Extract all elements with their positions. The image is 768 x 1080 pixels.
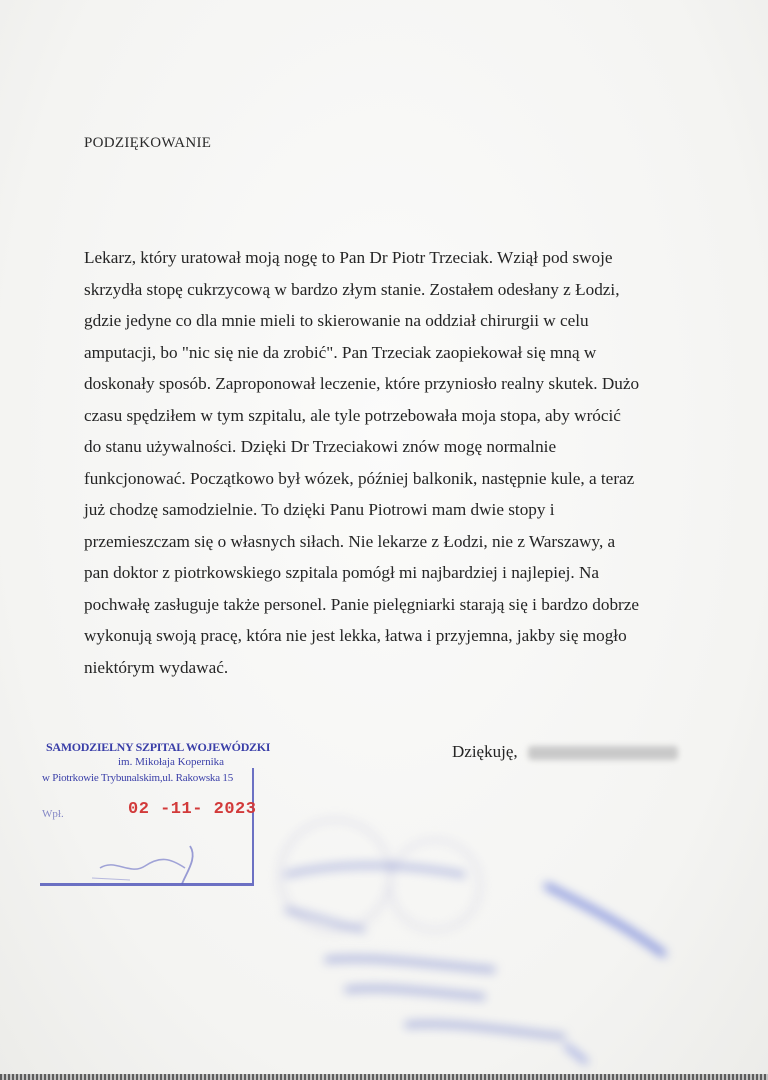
- stamp-signature-scribble: [90, 838, 210, 888]
- redacted-name: [528, 746, 678, 760]
- blurred-handwritten-annotation: [265, 815, 685, 1065]
- body-line: niektórym wydawać.: [84, 657, 229, 677]
- stamp-received-label: Wpł.: [42, 808, 64, 820]
- stamp-patron: im. Mikołaja Kopernika: [118, 756, 225, 768]
- body-line: Lekarz, który uratował moją nogę to Pan Dr Piotr Trzeciak. Wziął pod swoje: [84, 248, 613, 267]
- body-line: pan doktor z piotrkowskiego szpitala pomógł mi najbardziej i najlepiej. Na: [84, 563, 600, 582]
- body-line: funkcjonować. Początkowo był wózek, później balkonik, następnie kule, a teraz: [84, 468, 635, 488]
- body-line: skrzydła stopę cukrzycową w bardzo złym stanie. Zostałem odesłany z Łodzi,: [84, 279, 620, 299]
- closing-signature: [452, 742, 678, 762]
- body-line: do stanu używalności. Dzięki Dr Trzeciakowi znów mogę normalnie: [84, 437, 557, 456]
- body-line: przemieszczam się o własnych siłach. Nie lekarze z Łodzi, nie z Warszawy, a: [84, 531, 616, 551]
- closing-text: Dziękuję,: [452, 742, 518, 761]
- stamp-address: w Piotrkowie Trybunalskim,ul. Rakowska 15: [42, 772, 234, 784]
- body-line: gdzie jedyne co dla mnie mieli to skierowanie na oddział chirurgii w celu: [84, 311, 589, 330]
- hospital-stamp: [30, 738, 271, 886]
- body-line: doskonały sposób. Zaproponował leczenie, które przyniosło realny skutek. Dużo: [84, 374, 640, 393]
- stamp-hospital-name: SAMODZIELNY SZPITAL WOJEWÓDZKI: [46, 740, 271, 754]
- body-line: już chodzę samodzielnie. To dzięki Panu Piotrowi mam dwie stopy i: [84, 500, 555, 519]
- body-line: amputacji, bo "nic się nie da zrobić". Pan Trzeciak zaopiekował się mną w: [84, 342, 597, 362]
- scan-edge: [0, 1074, 768, 1080]
- document-title: PODZIĘKOWANIE: [84, 135, 212, 151]
- stamp-date: 02 -11- 2023: [128, 800, 257, 819]
- body-line: czasu spędziłem w tym szpitalu, ale tyle potrzebowała moja stopa, aby wrócić: [84, 405, 621, 425]
- letter-body: [84, 242, 684, 683]
- body-line: wykonują swoją pracę, która nie jest lekka, łatwa i przyjemna, jakby się mogło: [84, 626, 627, 645]
- body-line: pochwałę zasługuje także personel. Panie pielęgniarki starają się i bardzo dobrze: [84, 594, 640, 614]
